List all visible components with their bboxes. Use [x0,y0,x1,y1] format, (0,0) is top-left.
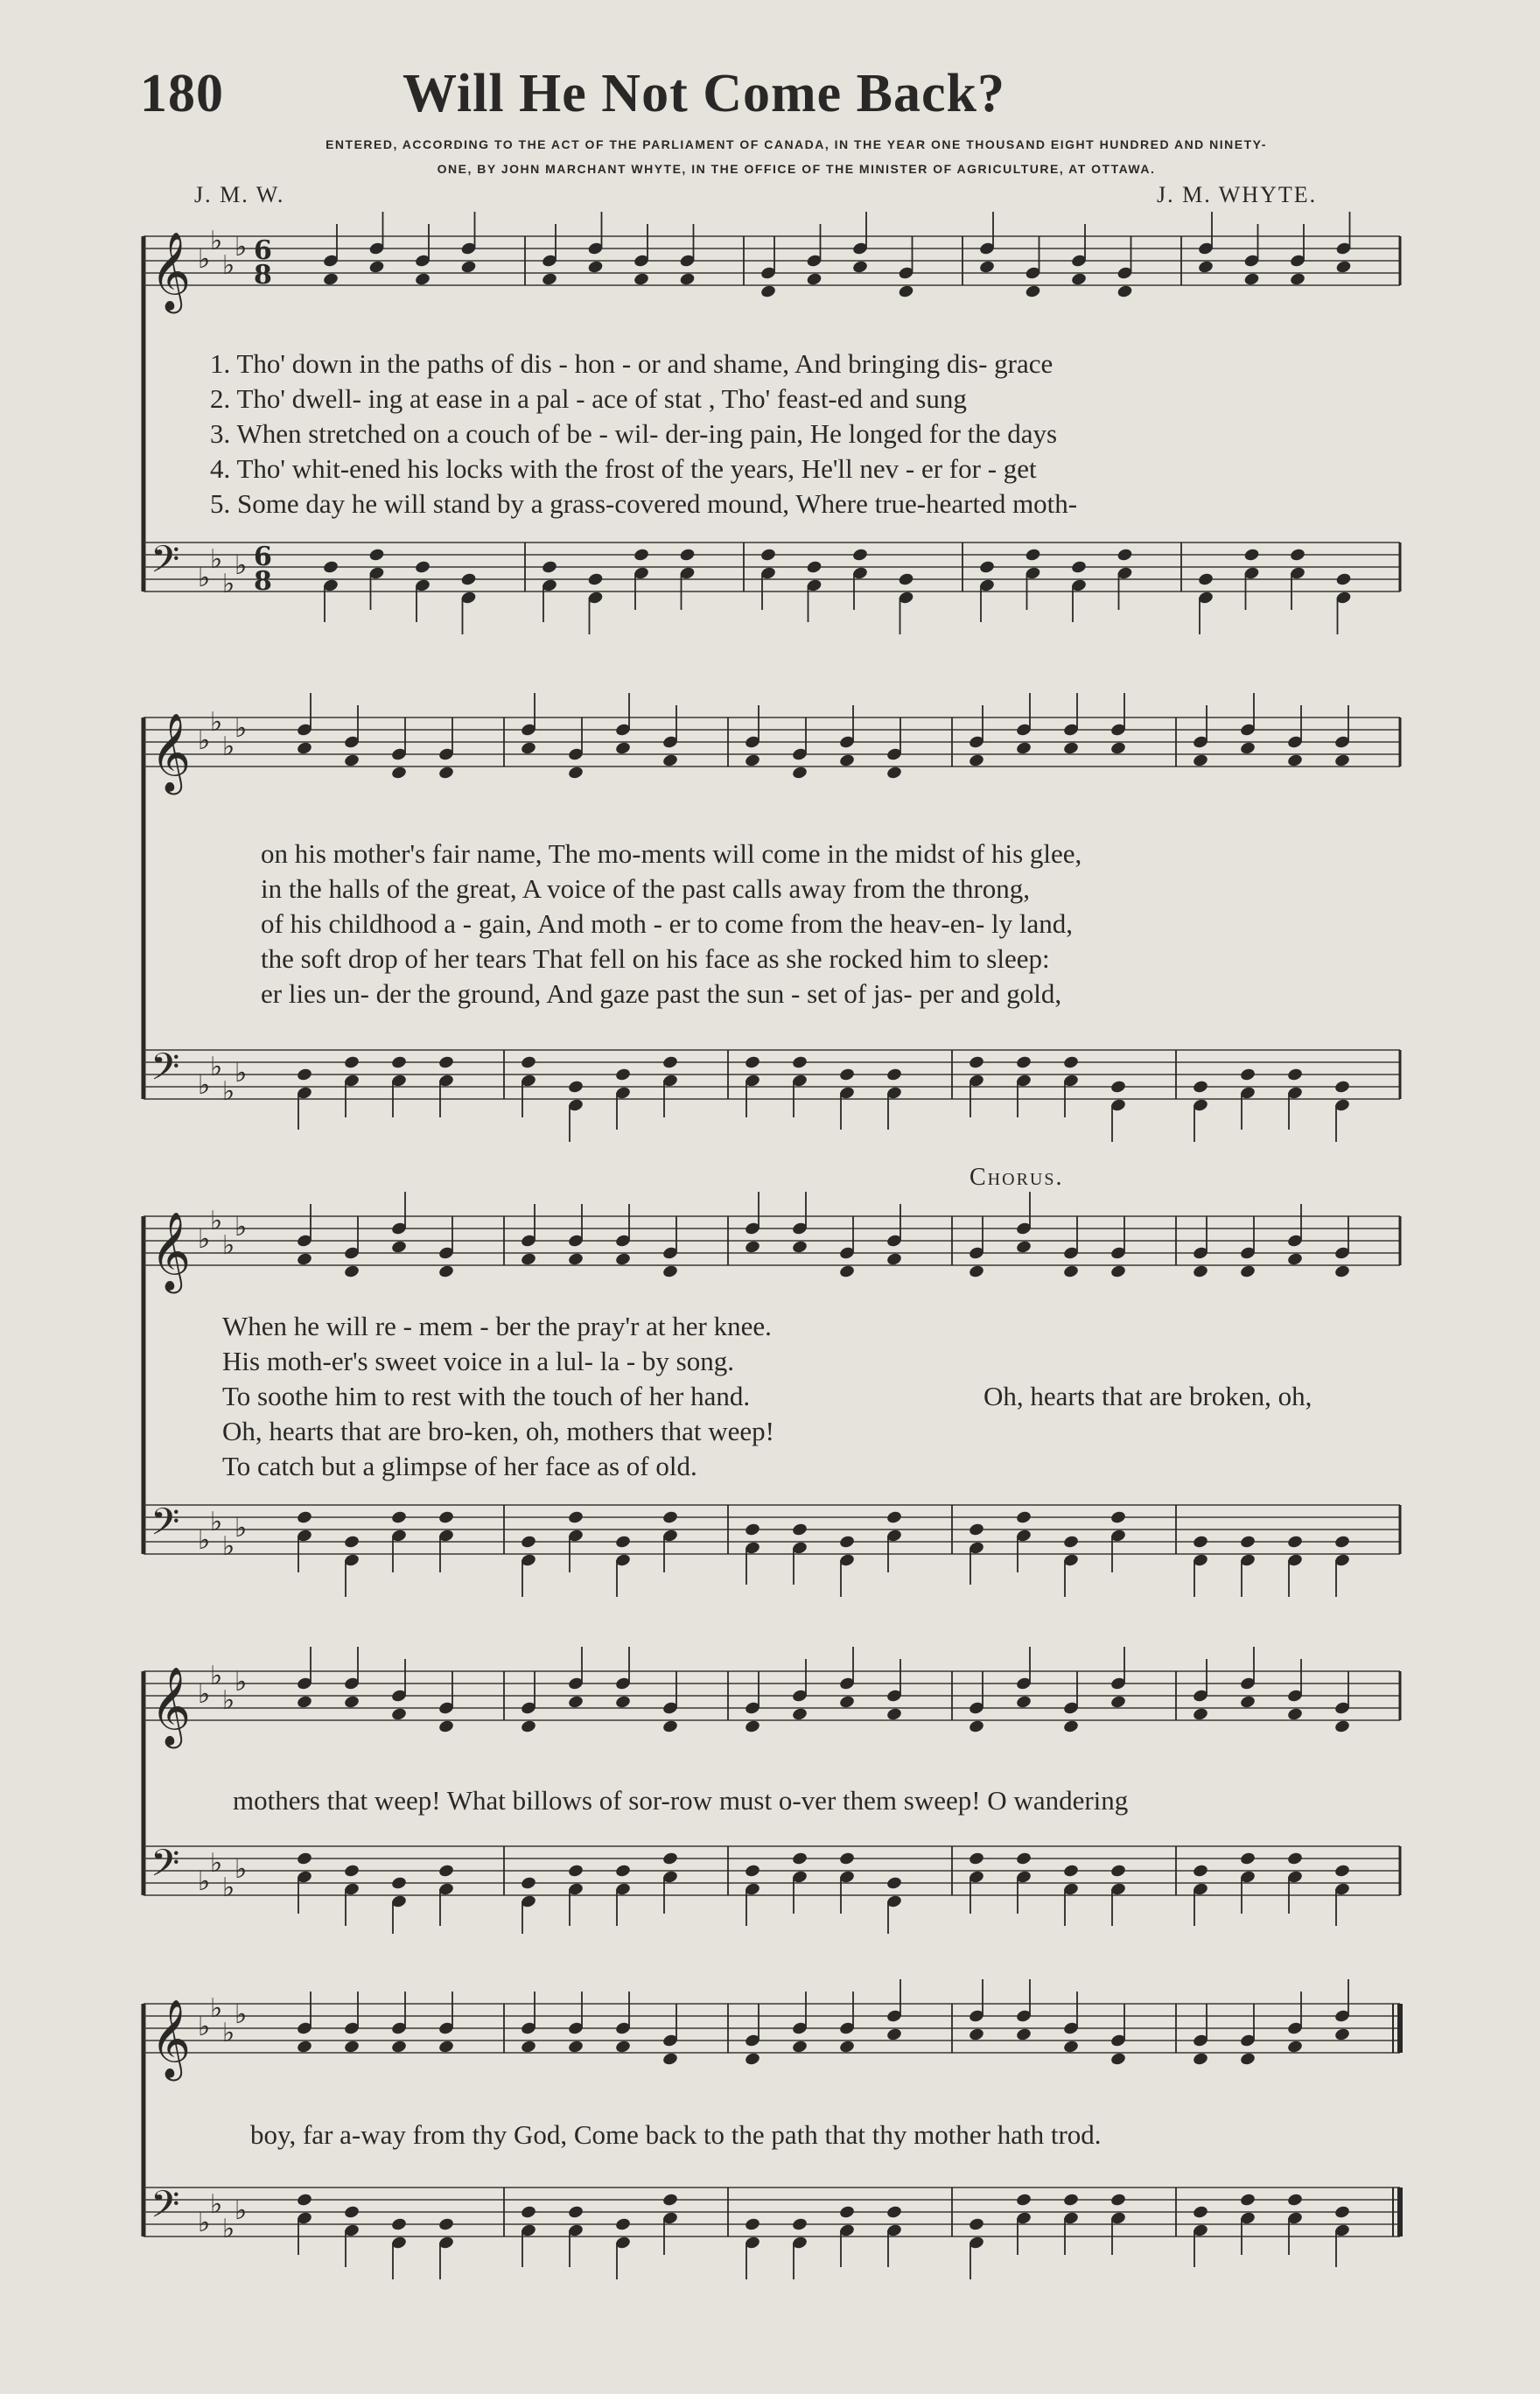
flat-icon: ♭ [222,1685,235,1716]
note-head [838,1695,855,1710]
flat-icon: ♭ [210,2189,223,2220]
note-head [438,1264,454,1279]
note-head [520,1876,536,1891]
flat-icon: ♭ [234,2195,248,2226]
note-head [838,1264,855,1279]
note-head [662,1055,678,1070]
note-head [567,1864,584,1879]
note-head [390,1876,407,1891]
flat-icon: ♭ [198,1224,211,1255]
note-head [1110,1264,1126,1279]
note-head [567,1510,584,1525]
note-head [633,272,649,287]
note-head [968,1264,984,1279]
note-head [1110,1080,1126,1095]
bass-clef-icon: 𝄢 [150,2183,180,2236]
note-head [1062,2193,1079,2208]
note-head [886,1252,902,1267]
time-signature-denominator: 8 [254,260,272,290]
flat-icon: ♭ [198,244,211,275]
note-head [414,272,430,287]
note-head [1192,1864,1208,1879]
note-head [614,1535,631,1550]
note-head [1192,1080,1208,1095]
note-head [390,1055,407,1070]
flat-icon: ♭ [210,226,223,256]
note-head [438,2040,454,2054]
note-head [296,741,312,756]
lyric-line: 5. Some day he will stand by a grass-covered mound, Where true-hearted moth- [210,488,1078,519]
note-head [1286,2040,1303,2054]
treble-staff [144,1206,1400,1294]
note-head [968,2217,984,2232]
note-head [614,1252,631,1267]
note-head [1334,1535,1350,1550]
note-head [791,1522,808,1537]
note-head [1110,1510,1126,1525]
note-head [1334,2027,1350,2042]
note-head [567,1252,584,1267]
note-head [1239,1852,1256,1866]
note-head [760,548,776,563]
note-head [978,560,995,575]
note-head [614,2217,631,2232]
note-head [460,260,477,275]
verse-lyrics-part-1 [210,346,1077,522]
flat-icon: ♭ [222,2018,235,2048]
lyric-line: To catch but a glimpse of her face as of old. [222,1451,697,1481]
flat-icon: ♭ [198,1525,211,1556]
flat-icon: ♭ [222,569,235,599]
flat-icon: ♭ [222,1076,235,1107]
note-head [1286,1068,1303,1082]
note-head [791,1852,808,1866]
note-head [1015,1240,1032,1255]
flat-icon: ♭ [210,1661,223,1691]
note-head [886,1876,902,1891]
note-head [1286,2193,1303,2208]
note-head [343,2205,360,2220]
note-head [1062,1535,1079,1550]
note-head [1335,260,1352,275]
note-head [1239,1695,1256,1710]
note-head [744,753,760,768]
note-head [1116,548,1133,563]
treble-clef-icon: 𝄞 [150,1999,192,2078]
note-head [886,1510,902,1525]
note-head [791,2040,808,2054]
flat-icon: ♭ [198,2208,211,2238]
verse-lyrics-part-2 [261,836,1082,1012]
note-head [296,2040,312,2054]
flat-icon: ♭ [198,2012,211,2042]
time-signature-denominator: 8 [254,566,272,597]
note-head [886,1707,902,1722]
lyric-line: Oh, hearts that are bro-ken, oh, mothers that weep! [222,1416,774,1446]
note-head [1239,1068,1256,1082]
note-head [1015,2193,1032,2208]
note-head [1239,1264,1256,1279]
note-head [296,2193,312,2208]
note-head [662,1510,678,1525]
music-credit: J. M. WHYTE. [1157,182,1318,207]
lyric-line: When he will re - mem - ber the pray'r at her knee. [222,1311,772,1341]
chorus-lyric-line-1: Oh, hearts that are broken, oh, [984,1381,1312,1411]
note-head [886,2027,902,2042]
note-head [1192,753,1208,768]
note-head [838,1852,855,1866]
flat-icon: ♭ [234,550,248,581]
note-head [520,2205,536,2220]
note-head [343,753,360,768]
lyric-line: 2. Tho' dwell- ing at ease in a pal - ace of stat , Tho' feast-ed and sung [210,383,967,414]
treble-clef-icon: 𝄞 [150,1212,192,1291]
note-head [343,1695,360,1710]
note-head [662,753,678,768]
note-head [520,2040,536,2054]
note-head [662,2193,678,2208]
flat-icon: ♭ [234,1058,248,1088]
note-head [968,2027,984,2042]
note-head [414,560,430,575]
note-head [1110,2193,1126,2208]
flat-icon: ♭ [198,563,211,593]
note-head [1070,272,1087,287]
bass-staff [144,1046,1400,1107]
note-head [1286,1535,1303,1550]
note-head [1116,284,1133,299]
note-head [662,1719,678,1734]
note-head [1239,2052,1256,2067]
note-head [567,2040,584,2054]
note-head [390,1707,407,1722]
note-head [806,272,822,287]
note-head [438,1055,454,1070]
note-head [886,766,902,780]
bass-clef-icon: 𝄢 [150,1501,180,1553]
note-head [1334,2205,1350,2220]
bass-staff [144,1842,1400,1903]
words-credit: J. M. W. [194,182,285,207]
lyric-line: To soothe him to rest with the touch of her hand. [222,1381,751,1411]
note-head [1334,753,1350,768]
lyric-line: 1. Tho' down in the paths of dis - hon - or and shame, And bringing dis- grace [210,348,1054,379]
note-head [567,766,584,780]
flat-icon: ♭ [198,1070,211,1101]
note-head [838,2205,855,2220]
lyric-line: 4. Tho' whit-ened his locks with the frost of the years, He'll nev - er for - get [210,453,1037,484]
flat-icon: ♭ [210,1052,223,1082]
note-head [791,766,808,780]
note-head [744,2217,760,2232]
note-head [343,1535,360,1550]
note-head [679,548,696,563]
note-head [1239,741,1256,756]
flat-icon: ♭ [222,732,235,762]
bass-clef-icon: 𝄢 [150,1842,180,1894]
note-head [791,1055,808,1070]
copyright-notice-line-2: ONE, BY JOHN MARCHANT WHYTE, IN THE OFFICE OF THE MINISTER OF AGRICULTURE, AT OTTAWA. [437,162,1156,176]
flat-icon: ♭ [210,544,223,575]
note-head [438,1864,454,1879]
note-head [614,1864,631,1879]
note-head [1192,2052,1208,2067]
flat-icon: ♭ [234,232,248,262]
bass-clef-icon: 𝄢 [150,538,180,591]
chorus-lyric-line-2: mothers that weep! What billows of sor-row must o-ver them sweep! O wandering [233,1785,1129,1816]
flat-icon: ♭ [234,1212,248,1242]
note-head [1192,1264,1208,1279]
note-head [838,753,855,768]
note-head [1015,1510,1032,1525]
flat-icon: ♭ [234,1854,248,1885]
note-head [1110,741,1126,756]
note-head [390,1240,407,1255]
note-head [322,560,339,575]
chorus-lyrics-line-2-block [233,1783,1128,1818]
note-head [1192,2205,1208,2220]
treble-staff [144,1993,1400,2082]
note-head [1062,741,1079,756]
note-head [968,1719,984,1734]
lyric-line: His moth-er's sweet voice in a lul- la - by song. [222,1346,734,1376]
treble-clef-icon: 𝄞 [150,1667,192,1746]
lyric-line: er lies un- der the ground, And gaze past the sun - set of jas- per and gold, [261,978,1062,1009]
note-head [614,2040,631,2054]
note-head [1334,1080,1350,1095]
note-head [662,2052,678,2067]
flat-icon: ♭ [234,1667,248,1698]
flat-icon: ♭ [234,713,248,744]
note-head [614,741,631,756]
lyric-line: the soft drop of her tears That fell on his face as she rocked him to sleep: [261,943,1050,974]
note-head [520,1252,536,1267]
time-signature-numerator: 6 [254,542,272,572]
note-head [791,1707,808,1722]
note-head [1334,1719,1350,1734]
note-head [1334,1264,1350,1279]
flat-icon: ♭ [198,1866,211,1897]
note-head [1110,1864,1126,1879]
note-head [1286,1852,1303,1866]
lyric-line: in the halls of the great, A voice of the past calls away from the throng, [261,873,1030,904]
note-head [1289,548,1306,563]
note-head [744,2052,760,2067]
note-head [343,1864,360,1879]
flat-icon: ♭ [210,1206,223,1236]
chorus-lyric-line-3: boy, far a-way from thy God, Come back to the path that thy mother hath trod. [250,2119,1102,2150]
note-head [1286,1707,1303,1722]
note-head [744,1522,760,1537]
note-head [1239,1535,1256,1550]
note-head [438,1510,454,1525]
note-head [567,2205,584,2220]
hymn-title: Will He Not Come Back? [402,64,1006,123]
note-head [898,284,914,299]
note-head [791,1240,808,1255]
note-head [1062,1864,1079,1879]
note-head [438,1719,454,1734]
note-head [460,572,477,587]
note-head [744,1055,760,1070]
lyric-line: of his childhood a - gain, And moth - er to come from the heav-en- ly land, [261,908,1074,939]
lyric-line: on his mother's fair name, The mo-ments will come in the midst of his glee, [261,838,1082,869]
note-head [296,1510,312,1525]
note-head [322,272,339,287]
note-head [1025,548,1041,563]
note-head [1192,1707,1208,1722]
note-head [1015,1852,1032,1866]
flat-icon: ♭ [234,1513,248,1544]
note-head [520,741,536,756]
flat-icon: ♭ [210,1507,223,1537]
chorus-label: Chorus. [970,1164,1064,1191]
note-head [296,1252,312,1267]
note-head [968,1852,984,1866]
note-head [438,766,454,780]
note-head [368,548,385,563]
note-head [838,1068,855,1082]
note-head [662,1264,678,1279]
note-head [1062,2040,1079,2054]
lyric-line: 3. When stretched on a couch of be - wil- der-ing pain, He longed for the days [210,418,1058,449]
note-head [1197,260,1214,275]
note-head [1243,272,1260,287]
note-head [390,1510,407,1525]
note-head [520,1055,536,1070]
note-head [1015,741,1032,756]
note-head [587,260,604,275]
note-head [614,1695,631,1710]
note-head [968,753,984,768]
note-head [343,1055,360,1070]
flat-icon: ♭ [222,1531,235,1562]
note-head [838,1535,855,1550]
flat-icon: ♭ [222,2214,235,2244]
note-head [343,2040,360,2054]
note-head [1192,1535,1208,1550]
note-head [368,260,385,275]
note-head [633,548,649,563]
note-head [1286,753,1303,768]
note-head [1289,272,1306,287]
flat-icon: ♭ [222,1872,235,1903]
note-head [1015,2027,1032,2042]
note-head [1243,548,1260,563]
note-head [851,548,868,563]
note-head [1286,1252,1303,1267]
note-head [541,560,557,575]
note-head [1110,2052,1126,2067]
note-head [662,1852,678,1866]
note-head [898,572,914,587]
note-head [978,260,995,275]
note-head [806,560,822,575]
time-signature-numerator: 6 [254,235,272,266]
note-head [296,1068,312,1082]
note-head [886,2205,902,2220]
bass-staff [144,2183,1400,2244]
note-head [614,1068,631,1082]
note-head [851,260,868,275]
note-head [520,1535,536,1550]
note-head [791,2217,808,2232]
note-head [567,1695,584,1710]
flat-icon: ♭ [222,250,235,281]
note-head [1070,560,1087,575]
note-head [1015,1055,1032,1070]
treble-clef-icon: 𝄞 [150,713,192,792]
note-head [1239,2193,1256,2208]
note-head [296,1852,312,1866]
treble-staff [144,1661,1400,1749]
note-head [520,1719,536,1734]
note-head [390,2217,407,2232]
copyright-notice-line-1: ENTERED, ACCORDING TO THE ACT OF THE PARLIAMENT OF CANADA, IN THE YEAR ONE THOUSAND EIGHT HUNDRED AND NINETY- [326,137,1267,151]
chorus-lyrics-line-3-block [250,2118,1102,2152]
verse-lyrics-part-3 [222,1309,774,1484]
note-head [390,766,407,780]
note-head [1110,1695,1126,1710]
note-head [1062,1055,1079,1070]
note-head [343,1264,360,1279]
note-head [744,1864,760,1879]
bass-staff [144,1501,1400,1562]
flat-icon: ♭ [210,1993,223,2024]
flat-icon: ♭ [198,1679,211,1710]
flat-icon: ♭ [234,1999,248,2030]
note-head [1015,1695,1032,1710]
note-head [1062,1719,1079,1734]
bass-clef-icon: 𝄢 [150,1046,180,1098]
note-head [567,1080,584,1095]
note-head [838,2040,855,2054]
note-head [1334,1864,1350,1879]
note-head [1025,284,1041,299]
treble-staff [144,707,1400,795]
treble-clef-icon: 𝄞 [150,232,192,311]
note-head [744,1240,760,1255]
note-head [1062,1264,1079,1279]
flat-icon: ♭ [222,1230,235,1261]
note-head [1197,572,1214,587]
note-head [886,1068,902,1082]
note-head [744,1719,760,1734]
note-head [968,1522,984,1537]
note-head [679,272,696,287]
flat-icon: ♭ [210,707,223,738]
note-head [296,1695,312,1710]
note-head [390,2040,407,2054]
note-head [968,1055,984,1070]
note-head [541,272,557,287]
note-head [438,2217,454,2232]
note-head [1335,572,1352,587]
flat-icon: ♭ [198,725,211,756]
flat-icon: ♭ [210,1848,223,1879]
hymn-number: 180 [140,64,224,123]
note-head [760,284,776,299]
note-head [587,572,604,587]
